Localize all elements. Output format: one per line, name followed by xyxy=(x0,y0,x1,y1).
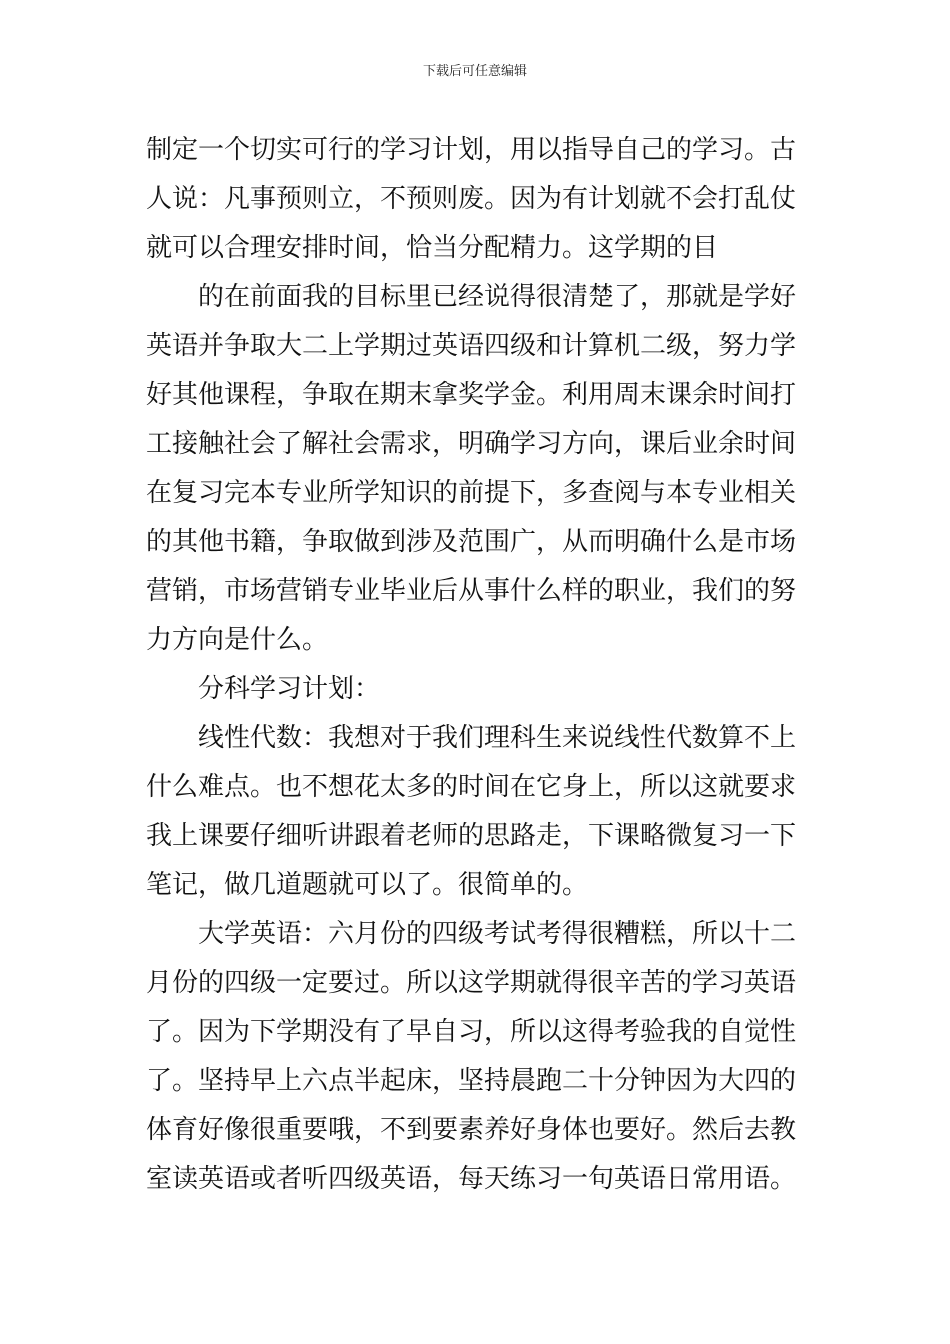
text-line: 力方向是什么。 xyxy=(146,625,329,655)
document-body xyxy=(146,126,806,1204)
text-line: 月份的四级一定要过。所以这学期就得很辛苦的学习英语 xyxy=(146,968,797,998)
text-line: 笔记，做几道题就可以了。很简单的。 xyxy=(146,870,589,900)
text-line: 体育好像很重要哦，不到要素养好身体也要好。然后去教 xyxy=(146,1115,797,1145)
text-line: 的其他书籍，争取做到涉及范围广，从而明确什么是市场 xyxy=(146,527,797,557)
text-line: 线性代数：我想对于我们理科生来说线性代数算不上 xyxy=(198,723,797,753)
text-line: 我上课要仔细听讲跟着老师的思路走，下课略微复习一下 xyxy=(146,821,797,851)
text-line: 大学英语：六月份的四级考试考得很糟糕，所以十二 xyxy=(198,919,797,949)
text-line: 了。因为下学期没有了早自习，所以这得考验我的自觉性 xyxy=(146,1017,797,1047)
text-line: 室读英语或者听四级英语，每天练习一句英语日常用语。 xyxy=(146,1164,797,1194)
paragraph-linear-algebra xyxy=(146,714,806,910)
page-header: 下载后可任意编辑 xyxy=(422,64,527,79)
text-line: 营销，市场营销专业毕业后从事什么样的职业，我们的努 xyxy=(146,576,797,606)
text-line: 工接触社会了解社会需求，明确学习方向，课后业余时间 xyxy=(146,429,797,459)
text-line: 就可以合理安排时间，恰当分配精力。这学期的目 xyxy=(146,233,719,263)
text-line: 人说：凡事预则立，不预则废。因为有计划就不会打乱仗 xyxy=(146,184,797,214)
text-line: 在复习完本专业所学知识的前提下，多查阅与本专业相关 xyxy=(146,478,797,508)
text-line: 的在前面我的目标里已经说得很清楚了，那就是学好 xyxy=(198,282,797,312)
text-line: 了。坚持早上六点半起床，坚持晨跑二十分钟因为大四的 xyxy=(146,1066,797,1096)
text-line: 英语并争取大二上学期过英语四级和计算机二级，努力学 xyxy=(146,331,797,361)
paragraph-2 xyxy=(146,273,806,665)
text-line: 制定一个切实可行的学习计划，用以指导自己的学习。古 xyxy=(146,135,797,165)
text-line: 分科学习计划： xyxy=(198,674,381,704)
text-line: 什么难点。也不想花太多的时间在它身上，所以这就要求 xyxy=(146,772,797,802)
text-line: 好其他课程，争取在期末拿奖学金。利用周末课余时间打 xyxy=(146,380,797,410)
paragraph-1 xyxy=(146,126,806,273)
section-heading xyxy=(146,665,806,714)
paragraph-college-english xyxy=(146,910,806,1204)
